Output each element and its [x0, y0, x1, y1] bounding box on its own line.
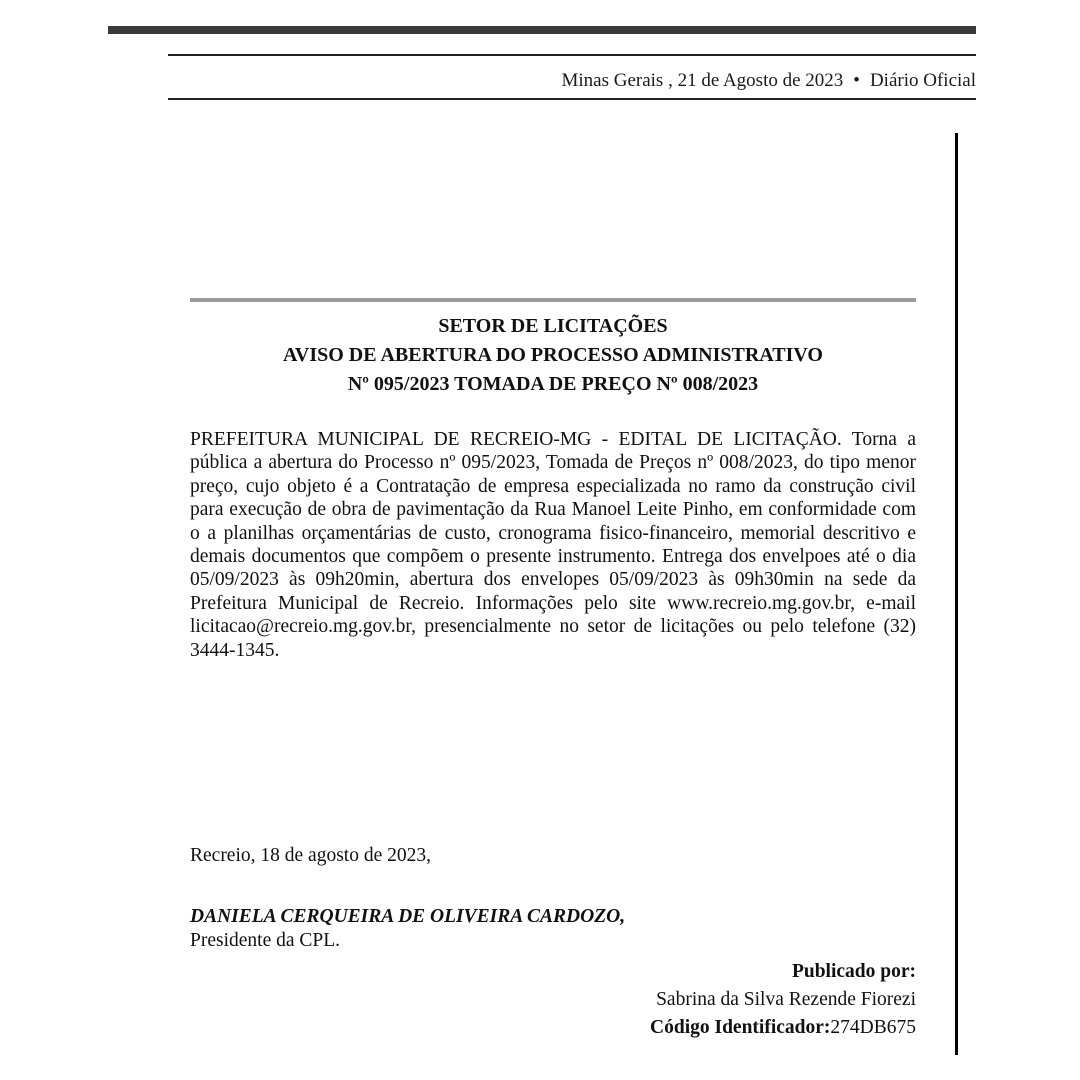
notice-place-date: Recreio, 18 de agosto de 2023,: [190, 845, 431, 866]
signer-role: Presidente da CPL.: [190, 930, 341, 951]
header-rule-top: [168, 54, 976, 56]
publication-info: [400, 958, 916, 1042]
running-header: [168, 64, 976, 98]
notice-title: [190, 312, 916, 399]
header-publication-name: Diário Oficial: [869, 70, 976, 91]
header-separator: •: [853, 70, 860, 91]
notice-title-line-1: SETOR DE LICITAÇÕES: [438, 315, 668, 337]
notice-title-line-2: AVISO DE ABERTURA DO PROCESSO ADMINISTRATIVO: [283, 344, 823, 366]
notice-title-line-3: Nº 095/2023 TOMADA DE PREÇO Nº 008/2023: [347, 373, 759, 395]
page-top-bar: [108, 26, 976, 34]
column-divider: [955, 133, 958, 1055]
notice-body-text: PREFEITURA MUNICIPAL DE RECREIO-MG - EDITAL DE LICITAÇÃO. Torna a pública a abertura do Processo nº 095/2023, Tomada de Preços nº 008/2023, do tipo menor preço, cujo objeto é a Contratação de empresa especializada no ramo da construção civil para execução de obra de pavimentação da Rua Manoel Leite Pinho, em conformidade com o a planilhas orçamentárias de custo, cronograma fisico-financeiro, memorial descritivo e demais documentos que compõem o presente instrumento. Entrega dos envelpoes até o dia 05/09/2023 às 09h20min, abertura dos envelopes 05/09/2023 às 09h30min na sede da Prefeitura Municipal de Recreio. Informações pelo site www.recreio.mg.gov.br, e-mail licitacao@recreio.mg.gov.br, presencialmente no setor de licitações ou pelo telefone (32) 3444-1345.: [190, 429, 916, 661]
identifier-code-line: [400, 1014, 916, 1042]
header-rule-bottom: [168, 98, 976, 100]
published-by-label: Publicado por:: [791, 961, 916, 982]
header-location-date: Minas Gerais , 21 de Agosto de 2023: [561, 70, 844, 91]
notice-top-rule: [190, 298, 916, 302]
identifier-code-value: 274DB675: [830, 1017, 916, 1038]
identifier-code-label: Código Identificador:: [650, 1017, 831, 1038]
signer-name: DANIELA CERQUEIRA DE OLIVEIRA CARDOZO,: [190, 906, 626, 927]
publisher-name: Sabrina da Silva Rezende Fiorezi: [656, 989, 916, 1010]
